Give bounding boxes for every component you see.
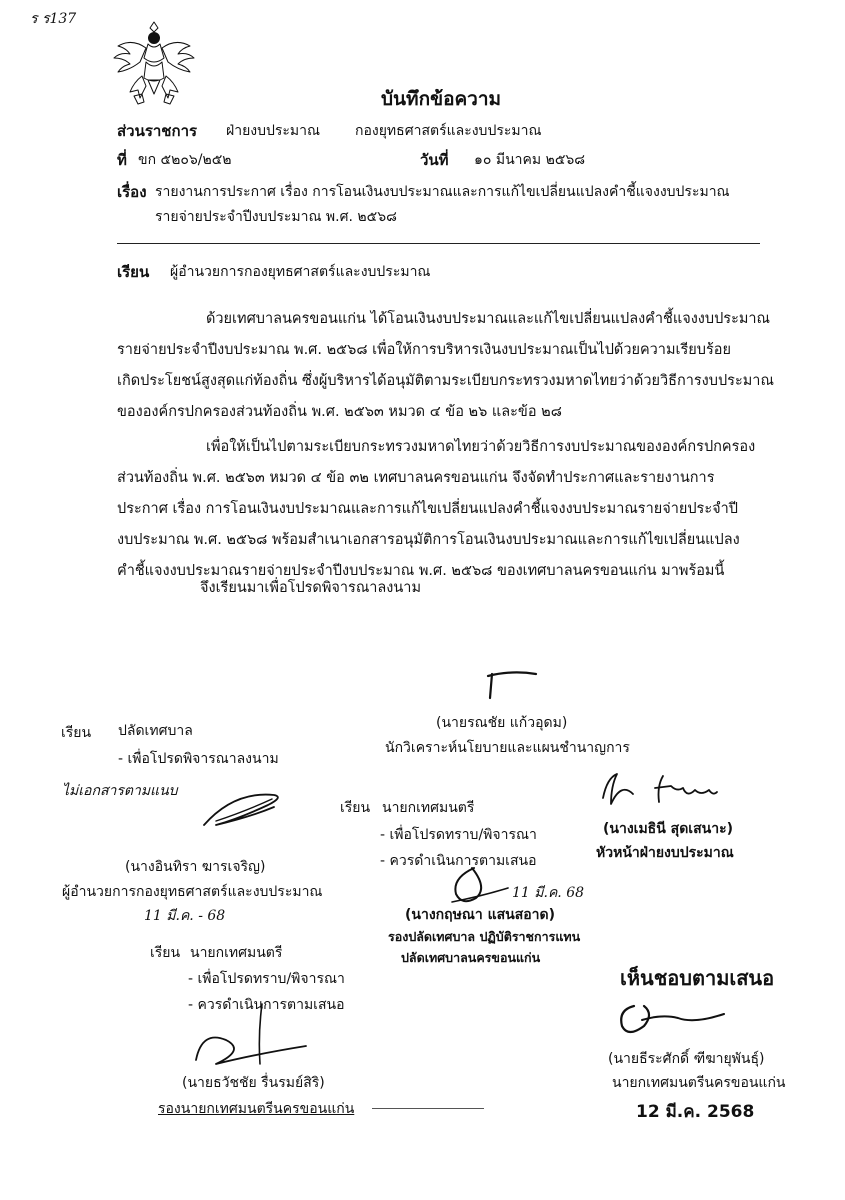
to-mayor-a-line-3: - ควรดำเนินการตามเสนอ <box>380 853 537 869</box>
to-mayor-b-line-3: - ควรดำเนินการตามเสนอ <box>188 997 345 1013</box>
to-mayor-a-value: นายกเทศมนตรี <box>382 800 475 816</box>
deputy-clerk-title-1: รองปลัดเทศบาล ปฏิบัติราชการแทน <box>388 929 581 944</box>
date-label: วันที่ <box>420 151 449 169</box>
to-mayor-b-value: นายกเทศมนตรี <box>190 945 283 961</box>
to-label: เรียน <box>117 263 150 281</box>
approval-text: เห็นชอบตามเสนอ <box>620 966 775 990</box>
mayor-name: (นายธีระศักดิ์ ฑีฆายุพันธุ์) <box>608 1051 765 1067</box>
deputy-mayor-name: (นายธวัชชัย รื่นรมย์สิริ) <box>182 1075 325 1091</box>
budget-head-signature <box>595 768 735 818</box>
budget-head-title: หัวหน้าฝ่ายงบประมาณ <box>596 845 734 861</box>
to-mayor-b-line-2: - เพื่อโปรดทราบ/พิจารณา <box>188 971 345 987</box>
author-signature <box>478 668 548 704</box>
subject-line-1: รายงานการประกาศ เรื่อง การโอนเงินงบประมาณและการแก้ไขเปลี่ยนแปลงคำชี้แจงงบประมาณ <box>155 184 730 200</box>
to-clerk-line-2: - เพื่อโปรดพิจารณาลงนาม <box>118 751 279 767</box>
paragraph-line: ประกาศ เรื่อง การโอนเงินงบประมาณและการแก้ไขเปลี่ยนแปลงคำชี้แจงงบประมาณรายจ่ายประจำปี <box>117 501 738 517</box>
closing-line: จึงเรียนมาเพื่อโปรดพิจารณาลงนาม <box>200 580 422 596</box>
director-name: (นางอินทิรา ฆารเจริญ) <box>125 859 266 875</box>
to-value: ผู้อำนวยการกองยุทธศาสตร์และงบประมาณ <box>170 264 431 280</box>
deputy-clerk-signature <box>444 862 514 908</box>
deputy-mayor-dash-line <box>372 1108 484 1109</box>
ref-value: ขก ๕๒๐๖/๒๕๒ <box>138 152 232 168</box>
paragraph-line: งบประมาณ พ.ศ. ๒๕๖๘ พร้อมสำเนาเอกสารอนุมัติการโอนเงินงบประมาณและการแก้ไขเปลี่ยนแปลง <box>117 532 740 548</box>
paragraph-line: คำชี้แจงงบประมาณรายจ่ายประจำปีงบประมาณ พ.ศ. ๒๕๖๘ ของเทศบาลนครขอนแก่น มาพร้อมนี้ <box>117 563 725 579</box>
author-name: (นายรณชัย แก้วอุดม) <box>436 715 568 731</box>
deputy-clerk-name: (นางกฤษณา แสนสอาด) <box>405 907 556 923</box>
director-signature <box>196 785 292 835</box>
paragraph-line: รายจ่ายประจำปีงบประมาณ พ.ศ. ๒๕๖๘ เพื่อให้การบริหารเงินงบประมาณเป็นไปด้วยความเรียบร้อย <box>117 342 731 358</box>
deputy-mayor-signature <box>176 1000 326 1070</box>
to-mayor-a-label: เรียน <box>340 800 371 816</box>
director-title: ผู้อำนวยการกองยุทธศาสตร์และงบประมาณ <box>62 884 323 900</box>
ref-label: ที่ <box>117 151 127 169</box>
department-division: กองยุทธศาสตร์และงบประมาณ <box>355 123 542 139</box>
director-date: 11 มี.ค. - 68 <box>144 908 226 924</box>
mayor-date-stamp: 12 มี.ค. 2568 <box>636 1102 755 1122</box>
budget-head-name: (นางเมธินี สุดเสนาะ) <box>603 821 733 837</box>
paragraph-line: เกิดประโยชน์สูงสุดแก่ท้องถิ่น ซึ่งผู้บริหารได้อนุมัติตามระเบียบกระทรวงมหาดไทยว่าด้วยวิธีการงบประมาณ <box>117 373 774 389</box>
to-mayor-b-label: เรียน <box>150 945 181 961</box>
to-mayor-a-line-2: - เพื่อโปรดทราบ/พิจารณา <box>380 827 537 843</box>
header-divider <box>117 243 760 244</box>
paragraph-line: ขององค์กรปกครองส่วนท้องถิ่น พ.ศ. ๒๕๖๓ หมวด ๔ ข้อ ๒๖ และข้อ ๒๘ <box>117 404 562 420</box>
department-label: ส่วนราชการ <box>117 122 198 140</box>
to-clerk-value: ปลัดเทศบาล <box>118 723 193 739</box>
paragraph-line: เพื่อให้เป็นไปตามระเบียบกระทรวงมหาดไทยว่าด้วยวิธีการงบประมาณขององค์กรปกครอง <box>206 439 756 455</box>
deputy-mayor-title: รองนายกเทศมนตรีนครขอนแก่น <box>158 1101 355 1117</box>
paragraph-line: ด้วยเทศบาลนครขอนแก่น ได้โอนเงินงบประมาณและแก้ไขเปลี่ยนแปลงคำชี้แจงงบประมาณ <box>206 311 771 327</box>
garuda-emblem <box>112 18 196 110</box>
to-clerk-label: เรียน <box>61 725 92 741</box>
subject-label: เรื่อง <box>117 183 147 201</box>
deputy-clerk-date: 11 มี.ค. 68 <box>512 885 585 901</box>
author-title: นักวิเคราะห์นโยบายและแผนชำนาญการ <box>385 740 630 756</box>
subject-line-2: รายจ่ายประจำปีงบประมาณ พ.ศ. ๒๕๖๘ <box>155 209 397 225</box>
mayor-signature <box>612 998 732 1042</box>
memo-title: บันทึกข้อความ <box>381 88 502 110</box>
paragraph-line: ส่วนท้องถิ่น พ.ศ. ๒๕๖๓ หมวด ๔ ข้อ ๓๒ เทศบาลนครขอนแก่น จึงจัดทำประกาศและรายงานการ <box>117 470 715 486</box>
mayor-title: นายกเทศมนตรีนครขอนแก่น <box>612 1075 786 1091</box>
date-value: ๑๐ มีนาคม ๒๕๖๘ <box>474 152 586 168</box>
corner-note: ร ร137 <box>30 11 77 27</box>
department-unit: ฝ่ายงบประมาณ <box>226 123 320 139</box>
deputy-clerk-title-2: ปลัดเทศบาลนครขอนแก่น <box>401 950 541 965</box>
handwritten-note: ไม่เอกสารตามแนบ <box>62 783 178 799</box>
